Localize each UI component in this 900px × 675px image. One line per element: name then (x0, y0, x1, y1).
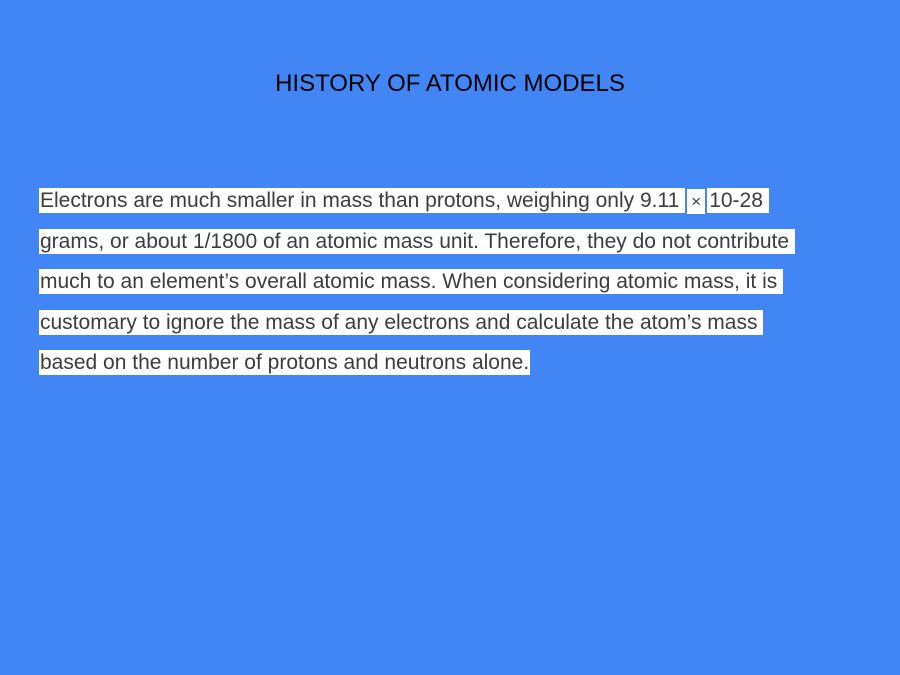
body-line-5 (39, 350, 530, 375)
slide-title: HISTORY OF ATOMIC MODELS (275, 70, 625, 97)
body-line-1-text: Electrons are much smaller in mass than protons, weighing only 9.11 (39, 188, 685, 213)
body-line-2 (39, 229, 795, 254)
exponent-value: 10-28 (707, 188, 769, 213)
body-line-2-text: grams, or about 1/1800 of an atomic mass unit. Therefore, they do not contribute (39, 229, 795, 254)
times-symbol: × (687, 189, 705, 214)
body-line-3-text: much to an element’s overall atomic mass. When considering atomic mass, it is (39, 269, 783, 294)
body-line-5-text: based on the number of protons and neutrons alone. (40, 351, 530, 374)
body-line-3 (39, 269, 783, 294)
body-line-4 (39, 310, 763, 335)
body-line-1 (39, 188, 769, 213)
body-line-4-text: customary to ignore the mass of any electrons and calculate the atom’s mass (39, 310, 763, 335)
